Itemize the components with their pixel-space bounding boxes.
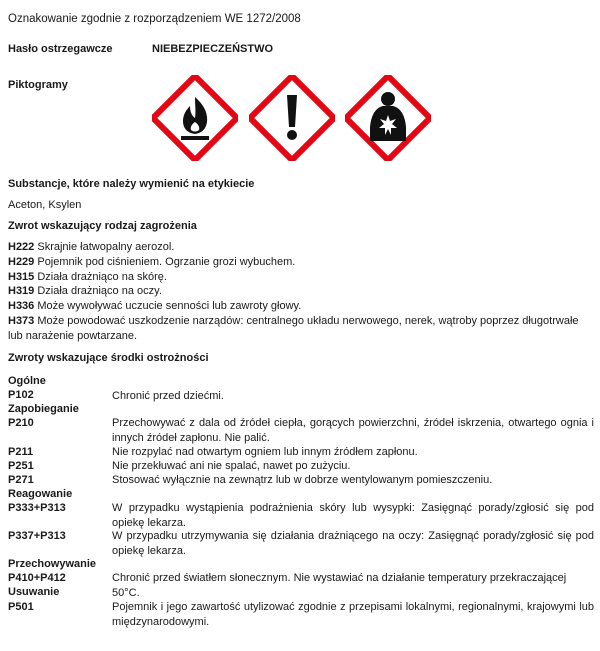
group-disposal: Usuwanie <box>8 586 60 598</box>
hazard-item: H229 Pojemnik pod ciśnieniem. Ogrzanie grozi wybuchem. <box>8 256 296 268</box>
precaution-text: Chronić przed dziećmi. <box>112 390 224 402</box>
precaution-code: P211 <box>8 446 34 458</box>
hazard-heading: Zwrot wskazujący rodzaj zagrożenia <box>8 220 197 232</box>
health-hazard-icon <box>345 75 431 161</box>
precaution-code: P410+P412 <box>8 572 66 584</box>
substances-value: Aceton, Ksylen <box>8 199 82 211</box>
group-storage: Przechowywanie <box>8 558 97 570</box>
precaution-heading: Zwroty wskazujące środki ostrożności <box>8 352 209 364</box>
precaution-text: Chronić przed światłem słonecznym. Nie wystawiać na działanie temperatury przekraczającej 50°C. <box>112 572 567 599</box>
precaution-code: P337+P313 <box>8 530 66 542</box>
group-prevention: Zapobieganie <box>8 403 79 415</box>
precaution-text: W przypadku utrzymywania się działania drażniącego na oczy: Zasięgnąć porady/zgłosić się pod opiekę lekarza. <box>112 530 594 557</box>
hazard-item: H222 Skrajnie łatwopalny aerozol. <box>8 241 175 253</box>
group-general: Ogólne <box>8 375 46 387</box>
hazard-item: H336 Może wywoływać uczucie senności lub zawroty głowy. <box>8 300 302 312</box>
precaution-code: P102 <box>8 389 34 401</box>
signal-word-label: Hasło ostrzegawcze <box>8 43 113 55</box>
substances-heading: Substancje, które należy wymienić na etykiecie <box>8 178 255 190</box>
precaution-code: P271 <box>8 474 34 486</box>
precaution-text: Stosować wyłącznie na zewnątrz lub w dobrze wentylowanym pomieszczeniu. <box>112 474 493 486</box>
exclamation-mark-icon <box>249 75 335 161</box>
precaution-text: Przechowywać z dala od źródeł ciepła, gorących powierzchni, źródeł iskrzenia, otwartego ognia i innych źródeł zapłonu. Nie palić. <box>112 417 594 444</box>
regulation-title: Oznakowanie zgodnie z rozporządzeniem WE 1272/2008 <box>8 13 301 25</box>
precaution-text: Nie rozpylać nad otwartym ogniem lub innym źródłem zapłonu. <box>112 446 418 458</box>
pictograms-label: Piktogramy <box>8 79 68 91</box>
precaution-code: P501 <box>8 601 34 613</box>
hazard-item: H319 Działa drażniąco na oczy. <box>8 285 162 297</box>
signal-word-value: NIEBEZPIECZEŃSTWO <box>152 43 274 55</box>
precaution-code: P251 <box>8 460 34 472</box>
precaution-text: Pojemnik i jego zawartość utylizować zgodnie z przepisami lokalnymi, regionalnymi, krajowymi lub międzynarodowymi. <box>112 601 594 628</box>
precaution-text: W przypadku wystąpienia podrażnienia skóry lub wysypki: Zasięgnąć porady/zgłosić się pod opiekę lekarza. <box>112 502 594 529</box>
precaution-code: P333+P313 <box>8 502 66 514</box>
hazard-item: H315 Działa drażniąco na skórę. <box>8 271 167 283</box>
hazard-item: H373 Może powodować uszkodzenie narządów: centralnego układu nerwowego, nerek, wątroby poprzez długotrwałe lub narażenie powtarzane. <box>8 315 579 342</box>
precaution-text: Nie przekłuwać ani nie spalać, nawet po zużyciu. <box>112 460 351 472</box>
precaution-code: P210 <box>8 417 34 429</box>
group-response: Reagowanie <box>8 488 73 500</box>
flame-icon <box>152 75 238 161</box>
